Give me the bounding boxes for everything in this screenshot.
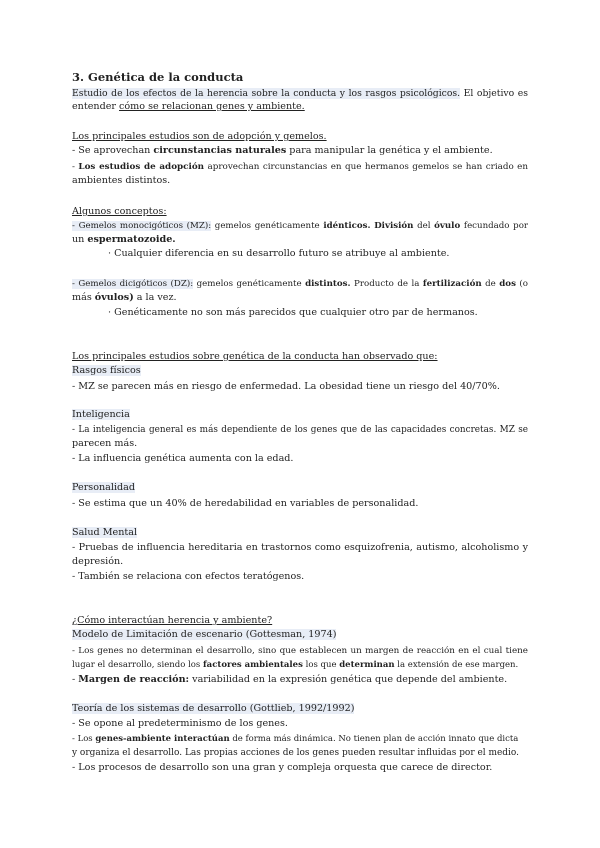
theory-title: Teoría de los sistemas de desarrollo (Gottlieb, 1992/1992): [72, 703, 355, 714]
model-line-3: - Margen de reacción: variabilidad en la expresión genética que depende del ambiente.: [72, 674, 508, 685]
mz-bullet: · Cualquier diferencia en su desarrollo futuro se atribuye al ambiente.: [108, 248, 450, 259]
theory-line-1: - Se opone al predeterminismo de los genes.: [72, 718, 288, 729]
intro-highlight: Estudio de los efectos de la herencia sobre la conducta y los rasgos psicológicos.: [72, 88, 461, 99]
section-title: 3. Genética de la conducta: [72, 70, 244, 84]
interaction-heading: ¿Cómo interactúan herencia y ambiente?: [72, 615, 273, 626]
studies-line-1: - Se aprovechan circunstancias naturales para manipular la genética y el ambiente.: [72, 145, 493, 156]
dz-bullet: · Genéticamente no son más parecidos que cualquier otro par de hermanos.: [108, 307, 478, 318]
theory-line-4: - Los procesos de desarrollo son una gran y compleja orquesta que carece de director.: [72, 762, 493, 773]
mental-line-2: depresión.: [72, 556, 124, 567]
dz-line-1: - Gemelos dicigóticos (DZ): gemelos genéticamente distintos. Producto de la fertilización de dos (o: [72, 279, 529, 289]
intelligence-title: Inteligencia: [72, 409, 130, 420]
studies-line-2: - Los estudios de adopción aprovechan circunstancias en que hermanos gemelos se han criado en: [72, 162, 529, 172]
dz-line-2: más óvulos) a la vez.: [72, 292, 177, 303]
intro-line-1: Estudio de los efectos de la herencia sobre la conducta y los rasgos psicológicos. El objetivo es: [72, 88, 528, 99]
mental-line-3: - También se relaciona con efectos teratógenos.: [72, 571, 305, 582]
intro-underlined: cómo se relacionan genes y ambiente.: [119, 101, 305, 112]
mz-line-2: un espermatozoide.: [72, 234, 176, 245]
mz-line-1: - Gemelos monocigóticos (MZ): gemelos genéticamente idénticos. División del óvulo fecundado por: [72, 221, 529, 231]
model-line-2: lugar el desarrollo, siendo los factores ambientales los que determinan la extensión de ese margen.: [72, 660, 519, 670]
mental-health-title: Salud Mental: [72, 527, 138, 538]
mental-line-1: - Pruebas de influencia hereditaria en trastornos como esquizofrenia, autismo, alcoholismo y: [72, 542, 528, 553]
intelligence-line-2: parecen más.: [72, 438, 138, 449]
intro-line-2: entender cómo se relacionan genes y ambiente.: [72, 101, 305, 112]
physical-title: Rasgos físicos: [72, 365, 141, 376]
studies-heading: Los principales estudios son de adopción y gemelos.: [72, 131, 327, 142]
intelligence-line-1: - La inteligencia general es más dependiente de los genes que de las capacidades concretas. MZ se: [72, 425, 528, 435]
theory-line-2: - Los genes-ambiente interactúan de forma más dinámica. No tienen plan de acción innato que dicta: [72, 734, 519, 744]
personality-line-1: - Se estima que un 40% de heredabilidad en variables de personalidad.: [72, 498, 419, 509]
intelligence-line-3: - La influencia genética aumenta con la edad.: [72, 453, 294, 464]
studies-line-3: ambientes distintos.: [72, 175, 171, 186]
findings-heading: Los principales estudios sobre genética de la conducta han observado que:: [72, 351, 438, 362]
physical-line-1: - MZ se parecen más en riesgo de enfermedad. La obesidad tiene un riesgo del 40/70%.: [72, 381, 500, 392]
personality-title: Personalidad: [72, 482, 136, 493]
theory-line-3: y organiza el desarrollo. Las propias acciones de los genes pueden resultar influidas por el medio.: [72, 748, 520, 758]
model-line-1: - Los genes no determinan el desarrollo, sino que establecen un margen de reacción en el cual tiene: [72, 646, 528, 656]
model-title: Modelo de Limitación de escenario (Gottesman, 1974): [72, 629, 337, 640]
concepts-heading: Algunos conceptos:: [72, 206, 167, 217]
